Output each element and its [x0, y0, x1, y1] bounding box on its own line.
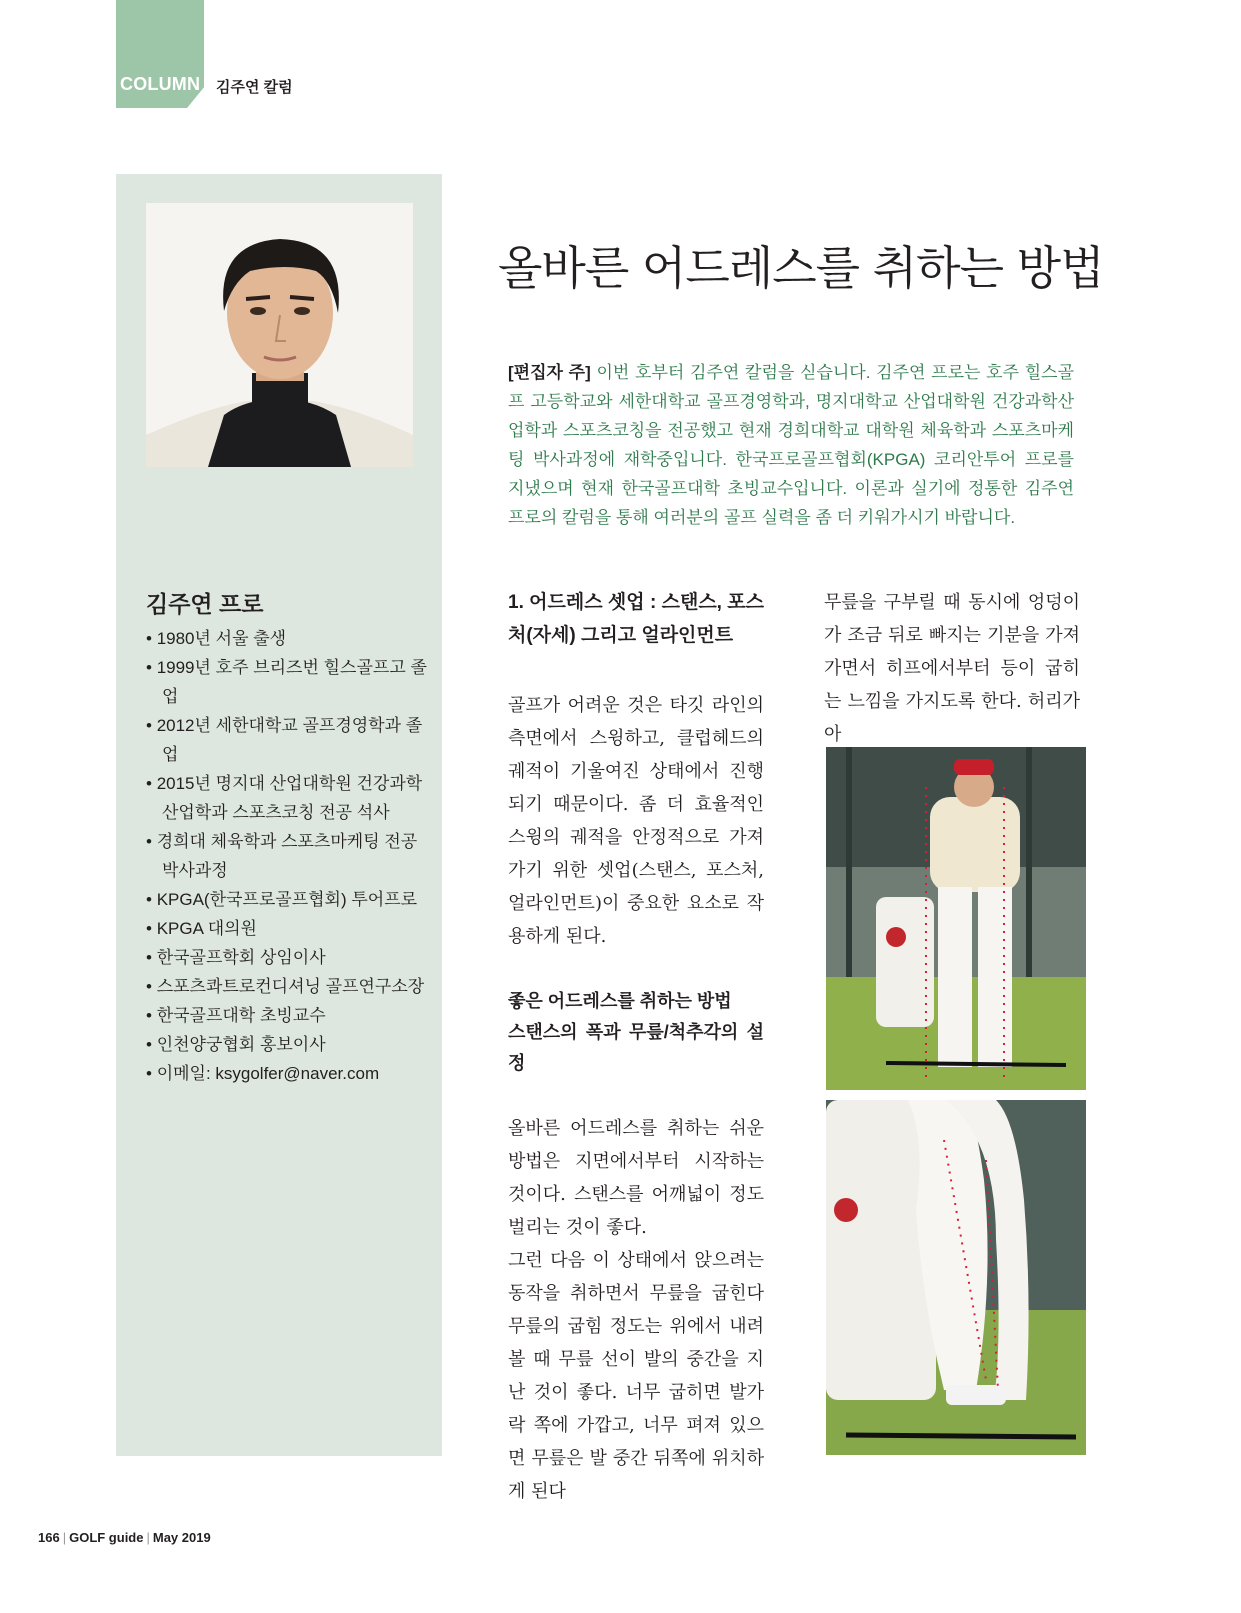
bio-item: • 1980년 서울 출생 [146, 624, 438, 653]
editor-note [508, 358, 1074, 532]
body-paragraph: 무릎을 구부릴 때 동시에 엉덩이가 조금 뒤로 빠지는 기분을 가져가면서 히프에서부터 등이 굽히는 느낌을 가지도록 한다. 허리가 아 [824, 592, 1080, 745]
editor-note-label: [편집자 주] [508, 363, 591, 382]
bio-item: • 경희대 체육학과 스포츠마케팅 전공 박사과정 [146, 827, 438, 885]
bio-item: • 한국골프학회 상임이사 [146, 943, 438, 972]
subheading: 스탠스의 폭과 무릎/척추각의 설정 [508, 1022, 764, 1073]
subheading: 좋은 어드레스를 취하는 방법 [508, 991, 732, 1011]
bio-item: • 인천양궁협회 홍보이사 [146, 1030, 438, 1059]
article-column-middle [508, 586, 764, 1508]
article-title: 올바른 어드레스를 취하는 방법 [498, 241, 1104, 295]
bio-item: • 2015년 명지대 산업대학원 건강과학산업학과 스포츠코칭 전공 석사 [146, 769, 438, 827]
golfer-stance-photo [826, 747, 1086, 1090]
section-heading: 1. 어드레스 셋업 : 스탠스, 포스처(자세) 그리고 얼라인먼트 [508, 592, 764, 646]
page-number: 166 [38, 1530, 60, 1545]
bio-item: • 1999년 호주 브리즈번 힐스골프고 졸업 [146, 653, 438, 711]
body-paragraph: 그런 다음 이 상태에서 앉으려는 동작을 취하면서 무릎을 굽힌다 무릎의 굽힘 정도는 위에서 내려볼 때 무릎 선이 발의 중간을 지난 것이 좋다. 너무 굽히면 발가락 쪽에 가깝고, 너무 펴져 있으면 무릎은 발 중간 뒤쪽에 위치하게 된다 [508, 1250, 764, 1502]
page-footer: 166 | GOLF guide | May 2019 [38, 1530, 211, 1545]
column-label: COLUMN [120, 74, 201, 94]
bio-item: • 한국골프대학 초빙교수 [146, 1001, 438, 1030]
bio-item: • 스포츠콰트로컨디셔닝 골프연구소장 [146, 972, 438, 1001]
bio-item: • KPGA 대의원 [146, 914, 438, 943]
body-paragraph: 골프가 어려운 것은 타깃 라인의 측면에서 스윙하고, 클럽헤드의 궤적이 기울여진 상태에서 진행되기 때문이다. 좀 더 효율적인 스윙의 궤적을 안정적으로 가져가기 위한 셋업(스탠스, 포스처, 얼라인먼트)이 중요한 요소로 작용하게 된다. [508, 695, 764, 947]
editor-note-text: 이번 호부터 김주연 칼럼을 싣습니다. 김주연 프로는 호주 힐스골프 고등학교와 세한대학교 골프경영학과, 명지대학교 산업대학원 건강과학산업학과 스포츠코칭을 전공했고 현재 경희대학교 대학원 체육학과 스포츠마케팅 박사과정에 재학중입니다. 한국프로골프협회(KPGA) 코리안투어 프로를 지냈으며 현재 한국골프대학 초빙교수입니다. 이론과 실기에 정통한 김주연 프로의 칼럼을 통해 여러분의 골프 실력을 좀 더 키워가시기 바랍니다. [508, 363, 1075, 527]
bio-item: • 이메일: ksygolfer@naver.com [146, 1059, 438, 1088]
bio-item: • 2012년 세한대학교 골프경영학과 졸업 [146, 711, 438, 769]
body-paragraph: 올바른 어드레스를 취하는 쉬운 방법은 지면에서부터 시작하는 것이다. 스탠스를 어깨넓이 정도 벌리는 것이 좋다. [508, 1118, 764, 1238]
column-title: 김주연 칼럼 [216, 79, 293, 96]
author-bio-list [146, 624, 438, 1088]
bio-item: • KPGA(한국프로골프협회) 투어프로 [146, 885, 438, 914]
golfer-knee-bend-photo [826, 1100, 1086, 1455]
author-photo [146, 203, 413, 467]
issue-date: May 2019 [152, 1530, 211, 1545]
author-name: 김주연 프로 [146, 591, 264, 617]
magazine-name: GOLF guide [69, 1530, 144, 1545]
article-column-right [824, 586, 1080, 751]
